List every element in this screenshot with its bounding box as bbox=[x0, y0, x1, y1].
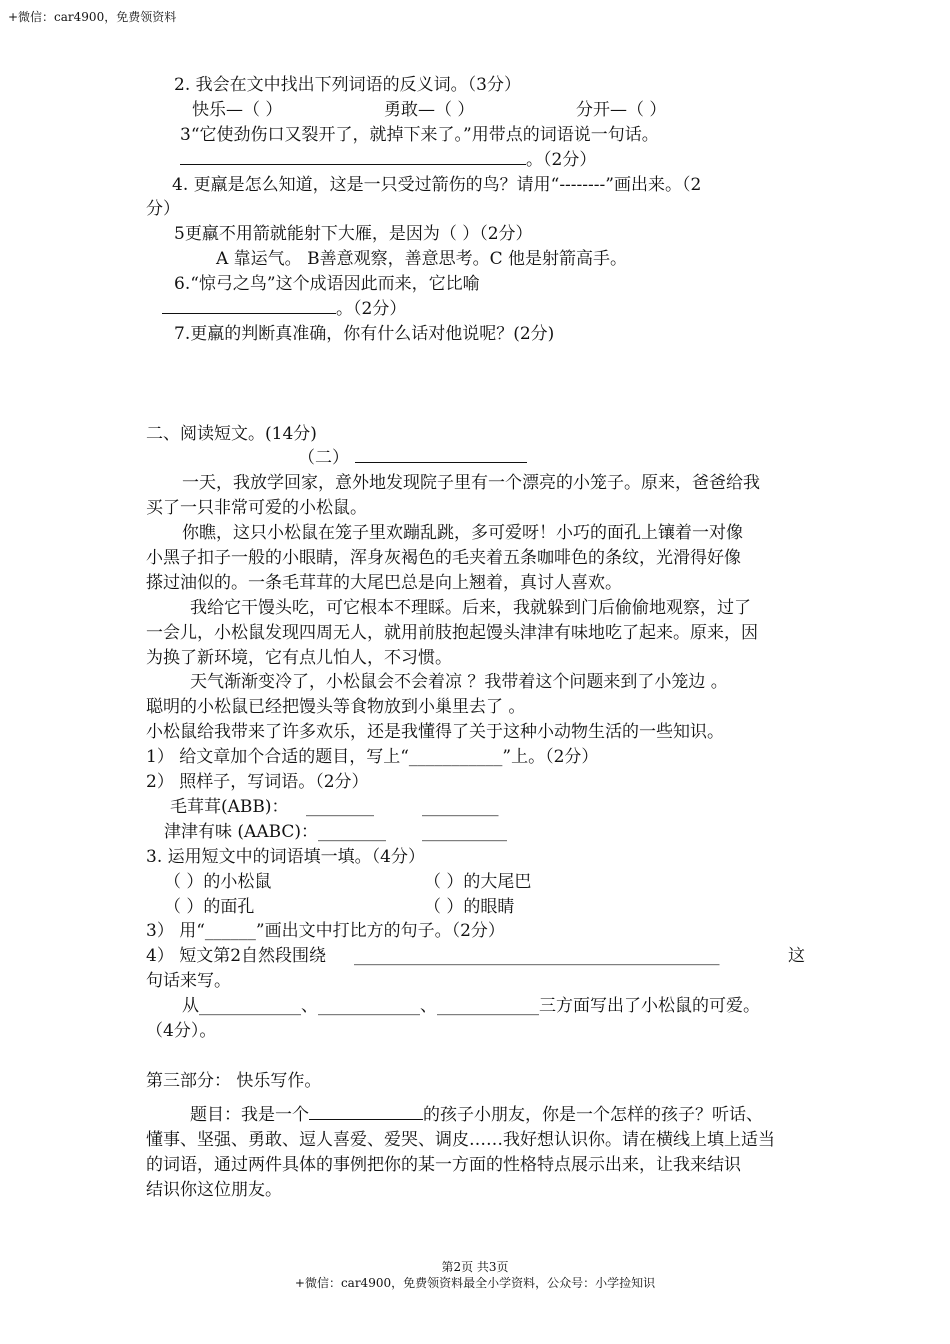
question-3-answer: 。（2分） bbox=[180, 149, 596, 171]
antonym-3: 分开—（ ） bbox=[576, 100, 667, 120]
antonym-2: 勇敢—（ ） bbox=[384, 100, 475, 120]
passage-p2-line2: 小黑子扣子一般的小眼睛，浑身灰褐色的毛夹着五条咖啡色的条纹，光滑得好像 bbox=[146, 548, 741, 568]
passage-p1-line2: 买了一只非常可爱的小松鼠。 bbox=[146, 498, 367, 518]
passage-p3-line1: 我给它干馒头吃，可它根本不理睬。后来，我就躲到门后偷偷地观察，过了 bbox=[190, 598, 751, 618]
passage-p4-line2: 聪明的小松鼠已经把馒头等食物放到小巢里去了 。 bbox=[146, 697, 526, 717]
reading-q4-line2: 句话来写。 bbox=[146, 971, 231, 991]
question-6-answer: 。（2分） bbox=[162, 298, 406, 320]
header-wechat: +微信：car4900，免费领资料 bbox=[8, 10, 177, 24]
reading-q1: 1） 给文章加个合适的题目，写上“___________”上。（2分） bbox=[146, 747, 599, 767]
writing-topic-line3: 的词语，通过两件具体的事例把你的某一方面的性格特点展示出来，让我来结识 bbox=[146, 1155, 741, 1175]
writing-topic-line1: 题目：我是一个 的孩子小朋友，你是一个怎样的孩子？听话、 bbox=[190, 1105, 763, 1125]
reading-q2-aabc-blank2: __________ bbox=[422, 822, 507, 842]
question-2: 2. 我会在文中找出下列词语的反义词。（3分） bbox=[174, 75, 521, 95]
passage-p4-line1: 天气渐渐变冷了，小松鼠会不会着凉 ？我带着这个问题来到了小笼边 。 bbox=[190, 672, 728, 692]
reading-q3-item3: （ ）的面孔 bbox=[164, 897, 255, 917]
reading-q4-blank: ___________________________________________ bbox=[354, 946, 720, 966]
reading-q2-abb-blank2: _________ bbox=[422, 797, 499, 817]
reading-q4-tail: 这 bbox=[788, 946, 805, 966]
passage-subtitle: （二） bbox=[298, 447, 527, 469]
passage-p3-line3: 为换了新环境，它有点儿怕人，不习惯。 bbox=[146, 648, 452, 668]
page-number: 第2页 共3页 bbox=[441, 1260, 509, 1274]
part3-heading: 第三部分： 快乐写作。 bbox=[146, 1071, 322, 1091]
writing-topic-line4: 结识你这位朋友。 bbox=[146, 1180, 282, 1200]
question-4-cont: 分） bbox=[146, 199, 180, 219]
passage-p3-line2: 一会儿，小松鼠发现四周无人，就用前肢抱起馒头津津有味地吃了起来。原来，因 bbox=[146, 623, 758, 643]
footer-wechat: +微信：car4900，免费领资料最全小学资料，公众号：小学捡知识 bbox=[294, 1276, 656, 1290]
reading-q2-aabc: 津津有味 (AABC)：________ bbox=[164, 822, 387, 842]
antonym-1: 快乐—（ ） bbox=[192, 100, 283, 120]
reading-q2-abb-blank1: ________ bbox=[306, 797, 374, 817]
reading-q3-item2: （ ）的大尾巴 bbox=[424, 872, 532, 892]
reading-q4-line3: 从____________、____________、____________三方面写出了小松鼠的可爱。 bbox=[182, 996, 760, 1016]
question-6: 6.“惊弓之鸟”这个成语因此而来，它比喻 bbox=[174, 274, 480, 294]
passage-p5: 小松鼠给我带来了许多欢乐，还是我懂得了关于这种小动物生活的一些知识。 bbox=[146, 722, 724, 742]
question-5-options: A 靠运气。 B善意观察，善意思考。C 他是射箭高手。 bbox=[216, 249, 627, 269]
passage-p2-line1: 你瞧，这只小松鼠在笼子里欢蹦乱跳，多可爱呀！小巧的面孔上镶着一对像 bbox=[182, 523, 743, 543]
reading-q3: 3. 运用短文中的词语填一填。（4分） bbox=[146, 847, 425, 867]
reading-q3-item4: （ ）的眼睛 bbox=[424, 897, 515, 917]
question-3: 3“它使劲伤口又裂开了，就掉下来了。”用带点的词语说一句话。 bbox=[180, 125, 659, 145]
writing-topic-line2: 懂事、坚强、勇敢、逗人喜爱、爱哭、调皮……我好想认识你。请在横线上填上适当 bbox=[146, 1130, 775, 1150]
reading-q2-abb: 毛茸茸(ABB)： bbox=[170, 797, 289, 817]
reading-q2: 2） 照样子，写词语。（2分） bbox=[146, 772, 369, 792]
passage-p2-line3: 搽过油似的。一条毛茸茸的大尾巴总是向上翘着，真讨人喜欢。 bbox=[146, 573, 622, 593]
part2-heading: 二、阅读短文。(14分) bbox=[146, 424, 317, 444]
reading-q4-line1: 4） 短文第2自然段围绕 bbox=[146, 946, 327, 966]
reading-q4-line4: （4分）。 bbox=[146, 1021, 217, 1041]
question-7: 7.更羸的判断真准确，你有什么话对他说呢？(2分) bbox=[174, 324, 555, 344]
passage-p1-line1: 一天，我放学回家，意外地发现院子里有一个漂亮的小笼子。原来，爸爸给我 bbox=[182, 473, 760, 493]
question-5: 5更羸不用箭就能射下大雁，是因为（ ）（2分） bbox=[174, 224, 533, 244]
reading-q3b: 3） 用“______”画出文中打比方的句子。（2分） bbox=[146, 921, 505, 941]
question-4: 4. 更羸是怎么知道，这是一只受过箭伤的鸟？请用“--------”画出来。（2 bbox=[172, 175, 702, 195]
reading-q3-item1: （ ）的小松鼠 bbox=[164, 872, 272, 892]
